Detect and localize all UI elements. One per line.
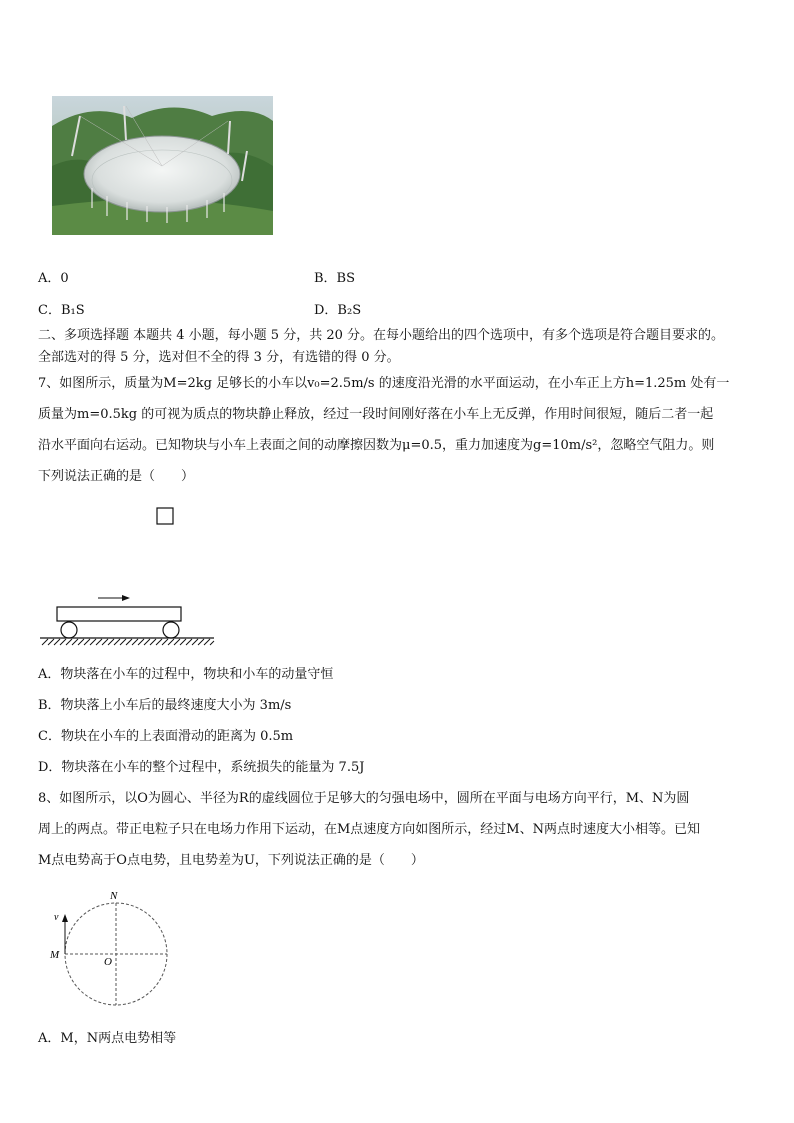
q6-option-d: D．B₂S bbox=[314, 303, 362, 318]
cart-wheel-left bbox=[61, 622, 77, 638]
cart-figure bbox=[36, 505, 226, 650]
q7-option-b: B．物块落上小车后的最终速度大小为 3m/s bbox=[38, 698, 292, 713]
label-o: O bbox=[104, 956, 112, 968]
q7-stem-line1: 7、如图所示，质量为M=2kg 足够长的小车以v₀=2.5m/s 的速度沿光滑的水平面运动，在小车正上方h=1.25m 处有一 bbox=[38, 376, 730, 391]
cart-body bbox=[57, 607, 181, 621]
label-v: v bbox=[54, 912, 59, 923]
q7-stem-line3: 沿水平面向右运动。已知物块与小车上表面之间的动摩擦因数为μ=0.5，重力加速度为g=10m/s²，忽略空气阻力。则 bbox=[38, 438, 715, 453]
q7-option-a: A．物块落在小车的过程中，物块和小车的动量守恒 bbox=[38, 667, 334, 682]
q7-stem-line2: 质量为m=0.5kg 的可视为质点的物块静止释放，经过一段时间刚好落在小车上无反弹，作用时间很短，随后二者一起 bbox=[38, 407, 714, 422]
circle-field-figure bbox=[46, 884, 176, 1010]
telescope-photo bbox=[52, 96, 273, 235]
q7-option-d: D．物块落在小车的整个过程中，系统损失的能量为 7.5J bbox=[38, 760, 365, 775]
q6-option-a: A．0 bbox=[38, 271, 69, 286]
label-n: N bbox=[110, 890, 118, 902]
q6-option-c: C．B₁S bbox=[38, 303, 85, 318]
section2-line2: 全部选对的得 5 分，选对但不全的得 3 分，有选错的得 0 分。 bbox=[38, 350, 400, 365]
q8-stem-line3: M点电势高于O点电势，且电势差为U，下列说法正确的是（ ） bbox=[38, 853, 424, 868]
q8-stem-line1: 8、如图所示，以O为圆心、半径为R的虚线圆位于足够大的匀强电场中，圆所在平面与电场方向平行，M、N为圆 bbox=[38, 791, 690, 806]
q6-option-b: B．BS bbox=[314, 271, 356, 286]
section2-line1: 二、多项选择题 本题共 4 小题，每小题 5 分，共 20 分。在每小题给出的四个选项中，有多个选项是符合题目要求的。 bbox=[38, 328, 725, 343]
falling-block bbox=[157, 508, 173, 524]
label-m: M bbox=[50, 949, 60, 961]
cart-wheel-right bbox=[163, 622, 179, 638]
q7-option-c: C．物块在小车的上表面滑动的距离为 0.5m bbox=[38, 729, 294, 744]
q7-stem-line4: 下列说法正确的是（ ） bbox=[38, 469, 195, 484]
q8-stem-line2: 周上的两点。带正电粒子只在电场力作用下运动，在M点速度方向如图所示，经过M、N两点时速度大小相等。已知 bbox=[38, 822, 700, 837]
q8-option-a: A．M，N两点电势相等 bbox=[38, 1031, 177, 1046]
